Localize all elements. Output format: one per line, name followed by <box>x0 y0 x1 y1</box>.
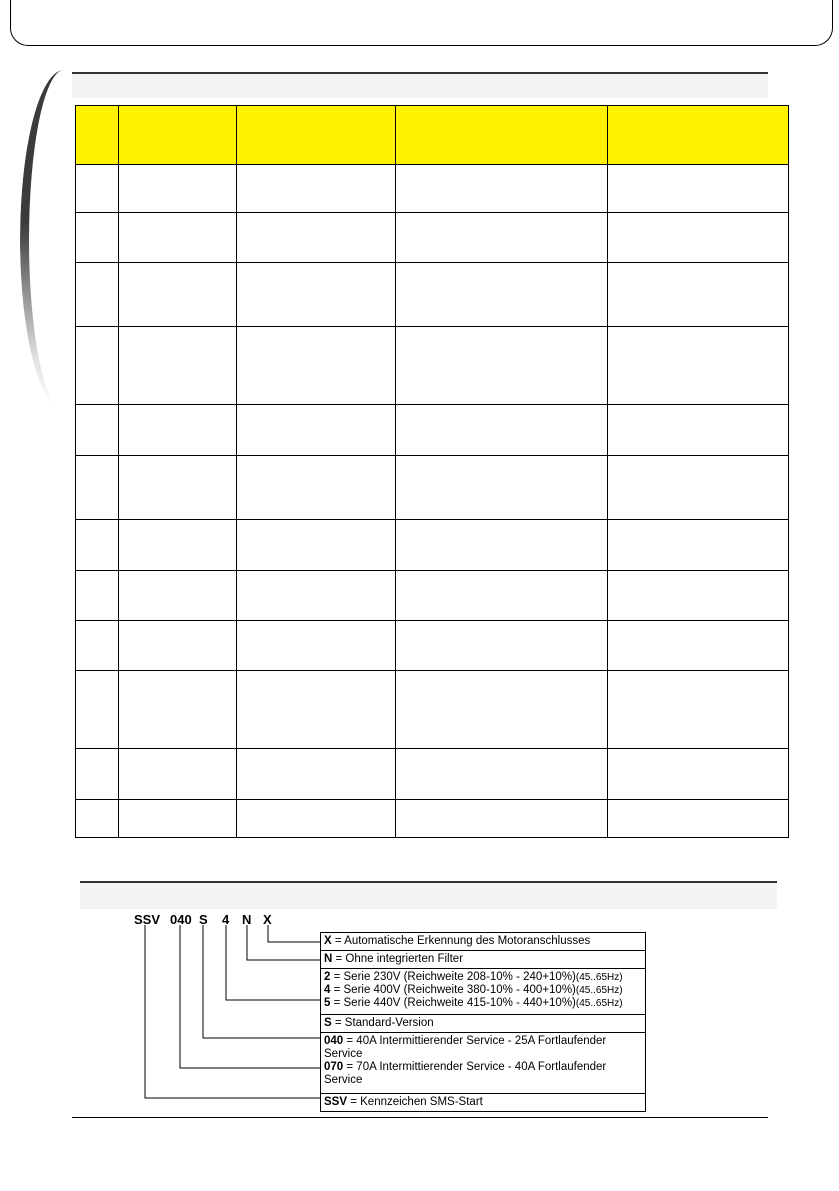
table-row <box>76 800 789 838</box>
table-header-cell <box>237 106 396 165</box>
table-header-row <box>76 106 789 165</box>
table-cell <box>76 405 119 456</box>
code-legend <box>320 932 646 1112</box>
table-cell <box>119 520 237 571</box>
table-cell <box>396 213 608 263</box>
code-segment-version: S <box>199 912 208 927</box>
table-cell <box>76 520 119 571</box>
table-cell <box>237 571 396 621</box>
table-cell <box>396 621 608 671</box>
table-cell <box>237 800 396 838</box>
table-cell <box>608 213 789 263</box>
table-row <box>76 456 789 520</box>
legend-row-s <box>321 1015 645 1033</box>
legend-code: X <box>324 935 332 947</box>
table-cell <box>237 327 396 405</box>
table-cell <box>119 671 237 749</box>
table-cell <box>237 213 396 263</box>
table-cell <box>119 165 237 213</box>
table-cell <box>76 571 119 621</box>
page-fold-mark <box>10 0 833 46</box>
table-cell <box>396 263 608 327</box>
legend-row-current <box>321 1033 645 1094</box>
table-cell <box>76 621 119 671</box>
table-cell <box>76 671 119 749</box>
code-segment-filter: N <box>242 912 252 927</box>
table-cell <box>76 213 119 263</box>
table-row <box>76 621 789 671</box>
table-cell <box>237 671 396 749</box>
table-cell <box>608 405 789 456</box>
table-cell <box>119 263 237 327</box>
legend-code: 4 <box>324 984 331 996</box>
legend-code: 5 <box>324 997 331 1009</box>
table-cell <box>119 327 237 405</box>
code-segment-ssv: SSV <box>134 912 161 927</box>
table-cell <box>119 456 237 520</box>
table-header-cell <box>76 106 119 165</box>
table-cell <box>396 165 608 213</box>
table-cell <box>396 800 608 838</box>
code-segment-voltage: 4 <box>222 912 230 927</box>
legend-text: = Kennzeichen SMS-Start <box>347 1096 483 1108</box>
table-cell <box>237 520 396 571</box>
legend-code: 040 <box>324 1035 344 1047</box>
table-cell <box>608 263 789 327</box>
legend-text: = Serie 440V (Reichweite 415-10% - 440+10%) <box>330 997 576 1009</box>
table-cell <box>396 405 608 456</box>
table-cell <box>237 165 396 213</box>
footer-rule <box>72 1117 768 1118</box>
table-cell <box>237 749 396 800</box>
spec-table <box>75 105 789 838</box>
legend-text: = Standard-Version <box>331 1017 434 1029</box>
table-header-cell <box>608 106 789 165</box>
table-cell <box>396 749 608 800</box>
code-segment-current: 040 <box>170 912 192 927</box>
table-cell <box>396 520 608 571</box>
legend-frequency: (45..65Hz) <box>575 998 623 1009</box>
legend-row-n <box>321 951 645 969</box>
legend-code: SSV <box>324 1096 348 1108</box>
legend-text: = Ohne integrierten Filter <box>332 953 464 965</box>
table-cell <box>237 405 396 456</box>
table-cell <box>76 165 119 213</box>
table-row <box>76 327 789 405</box>
legend-code: S <box>324 1017 332 1029</box>
table-cell <box>396 571 608 621</box>
table-cell <box>76 800 119 838</box>
ordering-code-diagram <box>130 912 650 1117</box>
table-cell <box>76 263 119 327</box>
table-cell <box>608 671 789 749</box>
table-header-cell <box>396 106 608 165</box>
legend-code: N <box>324 953 333 965</box>
table-cell <box>119 621 237 671</box>
table-cell <box>608 165 789 213</box>
table-cell <box>608 571 789 621</box>
table-row <box>76 520 789 571</box>
table-cell <box>608 749 789 800</box>
table-cell <box>237 456 396 520</box>
table-cell <box>396 456 608 520</box>
table-cell <box>608 327 789 405</box>
table-cell <box>119 800 237 838</box>
table-header-cell <box>119 106 237 165</box>
table-cell <box>396 327 608 405</box>
legend-row-voltage <box>321 969 645 1015</box>
table-cell <box>119 749 237 800</box>
legend-text: = 40A Intermittierender Service - 25A Fortlaufender Service <box>324 1035 607 1060</box>
table-cell <box>76 749 119 800</box>
legend-row-ssv <box>321 1094 645 1111</box>
legend-text: = 70A Intermittierender Service - 40A Fortlaufender Service <box>324 1061 607 1086</box>
legend-text: = Serie 230V (Reichweite 208-10% - 240+10%) <box>330 971 576 983</box>
table-cell <box>119 405 237 456</box>
table-row <box>76 749 789 800</box>
legend-text: = Serie 400V (Reichweite 380-10% - 400+10%) <box>330 984 576 996</box>
section-header-bar-top <box>72 72 768 98</box>
table-row <box>76 671 789 749</box>
legend-code: 2 <box>324 971 331 983</box>
table-cell <box>76 456 119 520</box>
table-cell <box>396 671 608 749</box>
legend-code: 070 <box>324 1061 344 1073</box>
legend-frequency: (45..65Hz) <box>575 985 623 996</box>
table-row <box>76 213 789 263</box>
code-segment-detection: X <box>263 912 272 927</box>
table-cell <box>237 621 396 671</box>
legend-frequency: (45..65Hz) <box>575 972 623 983</box>
table-cell <box>608 520 789 571</box>
table-cell <box>608 456 789 520</box>
table-cell <box>119 213 237 263</box>
table-row <box>76 263 789 327</box>
section-header-bar-ordering <box>80 881 777 909</box>
table-cell <box>608 800 789 838</box>
table-cell <box>237 263 396 327</box>
table-row <box>76 571 789 621</box>
legend-row-x <box>321 933 645 951</box>
table-cell <box>608 621 789 671</box>
table-cell <box>76 327 119 405</box>
table-row <box>76 165 789 213</box>
table-row <box>76 405 789 456</box>
legend-text: = Automatische Erkennung des Motoranschlusses <box>331 935 591 947</box>
table-cell <box>119 571 237 621</box>
side-tab-marker <box>20 70 64 410</box>
